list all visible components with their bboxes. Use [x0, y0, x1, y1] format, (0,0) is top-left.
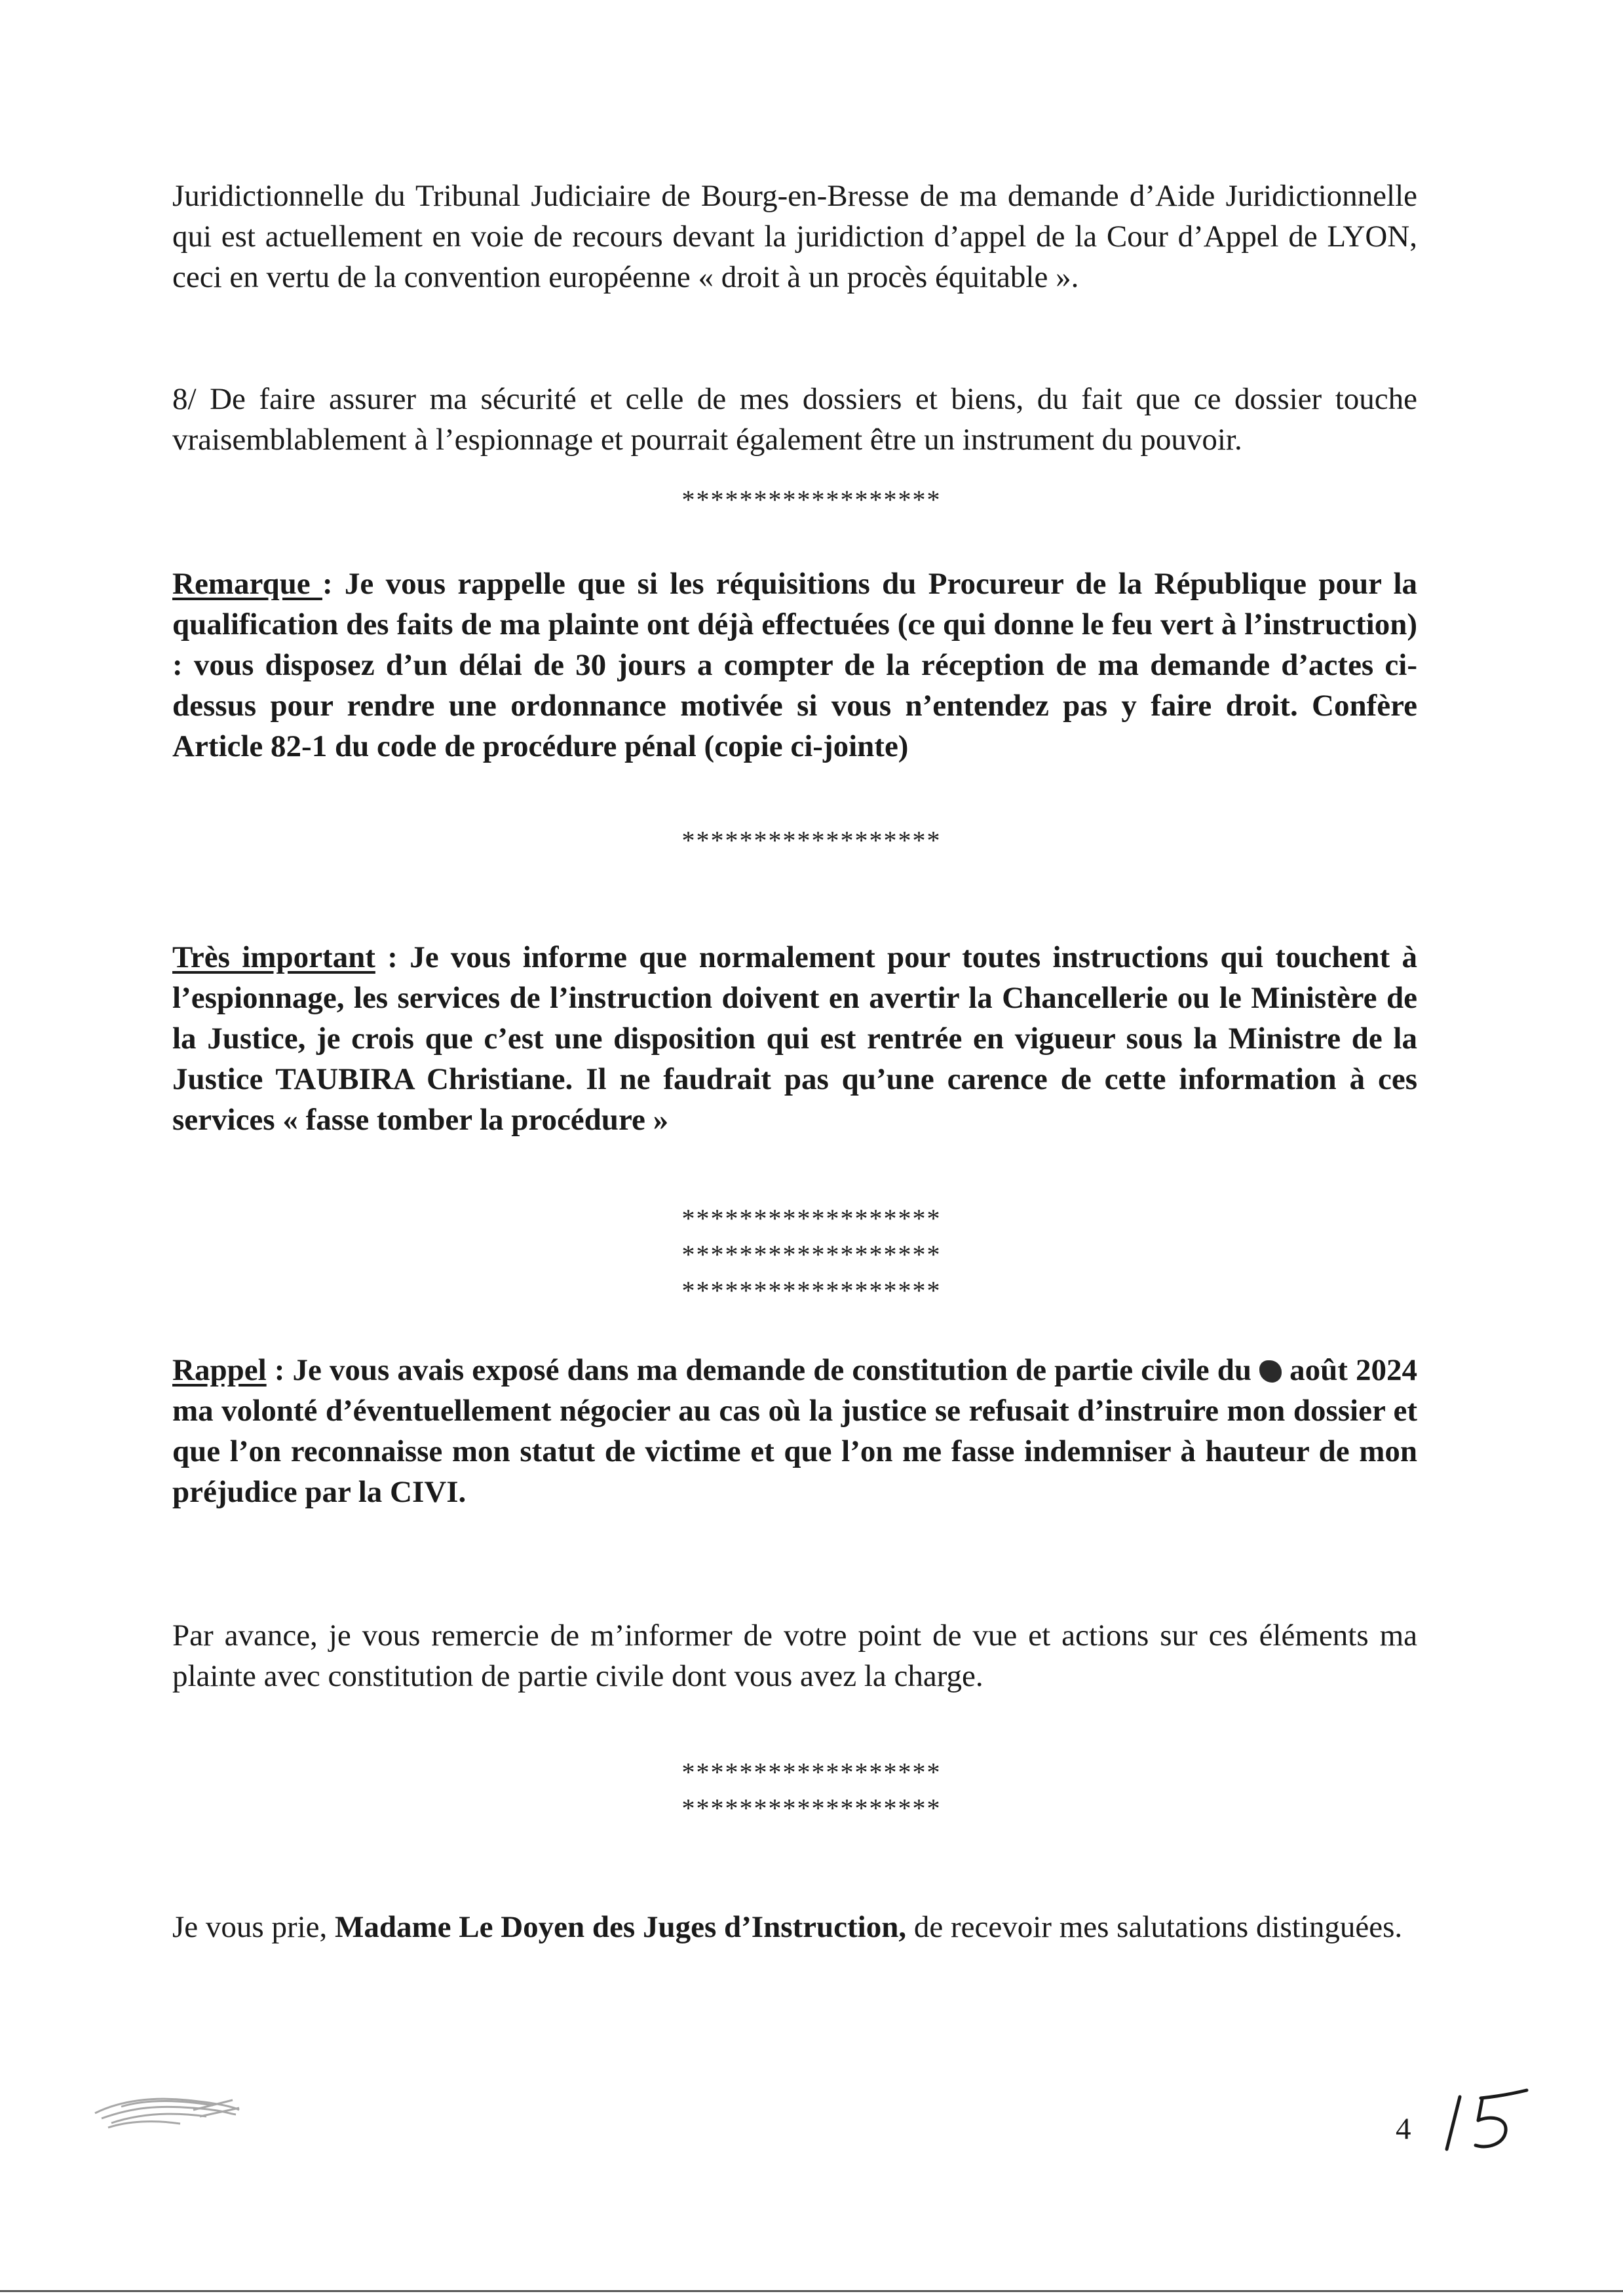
separator-stars: ****************** [681, 1204, 942, 1233]
important-text: : Je vous informe que normalement pour toutes instructions qui touchent à l’espionnage, les services de l’instruction doivent en avertir la Chancellerie ou le Ministère de la Justice, je crois que c’est une disposition qui est rentrée en vigueur sous la Ministre de la Justice TAUBIRA Christiane. Il ne faudrait pas qu’une carence de cette information à ces services « fasse tomber la procédure » [172, 940, 1418, 1137]
remarque-text: : Je vous rappelle que si les réquisitions du Procureur de la République pour la qualification des faits de ma plainte ont déjà effectuées (ce qui donne le feu vert à l’instruction) : vous disposez d’un délai de 30 jours a compter de la réception de ma demande d’actes ci-dessus pour rendre une ordonnance motivée si vous n’entendez pas y faire droit. Confère Article 82-1 du code de procédure pénal (copie ci-jointe) [172, 567, 1417, 763]
paragraph-aide-juridictionnelle [172, 176, 1417, 297]
handwritten-page-total [1435, 2084, 1533, 2156]
paragraph-text: Juridictionnelle du Tribunal Judiciaire de Bourg-en-Bresse de ma demande d’Aide Juridictionnelle qui est actuellement en voie de recours devant la juridiction d’appel de la Cour d’Appel de LYON, ceci en vertu de la convention européenne « droit à un procès équitable ». [172, 179, 1417, 294]
paragraph-text: 8/ De faire assurer ma sécurité et celle de mes dossiers et biens, du fait que ce dossier touche vraisemblablement à l’espionnage et pourrait également être un instrument du pouvoir. [172, 382, 1417, 457]
separator-stars: ****************** [681, 1793, 942, 1823]
paragraph-item-8 [172, 379, 1417, 460]
rappel-label: Rappel [172, 1353, 267, 1387]
redaction-mark [1259, 1360, 1282, 1383]
paragraph-tres-important [172, 937, 1417, 1140]
important-label: Très important [172, 940, 375, 974]
rappel-text-1: : Je vous avais exposé dans ma demande de constitution de partie civile du [274, 1353, 1251, 1387]
paragraph-remarque [172, 564, 1417, 767]
page-number: 4 [1396, 2112, 1411, 2146]
paragraph-text: Par avance, je vous remercie de m’informer de votre point de vue et actions sur ces éléments ma plainte avec constitution de partie civile dont vous avez la charge. [172, 1618, 1417, 1693]
closing-text-1: Je vous prie, [172, 1910, 328, 1944]
separator-stars: ****************** [681, 826, 942, 855]
remarque-label: Remarque [172, 567, 322, 601]
paragraph-rappel [172, 1350, 1417, 1512]
separator-stars: ****************** [681, 1757, 942, 1787]
signature-scribble [82, 2080, 252, 2146]
closing-text-2: de recevoir mes salutations distinguées. [913, 1910, 1403, 1944]
closing-addressee: Madame Le Doyen des Juges d’Instruction, [335, 1910, 907, 1944]
separator-stars: ****************** [681, 485, 942, 514]
rappel-text-2: août 2024 ma volonté d’éventuellement négocier au cas où la justice se refusait d’instruire mon dossier et que l’on reconnaisse mon statut de victime et que l’on me fasse indemniser à hauteur de mon préjudice par la CIVI. [172, 1353, 1418, 1509]
bottom-rule [0, 2290, 1623, 2292]
separator-stars: ****************** [681, 1276, 942, 1305]
paragraph-par-avance [172, 1615, 1417, 1696]
separator-stars: ****************** [681, 1240, 942, 1269]
paragraph-closing [172, 1907, 1417, 1947]
